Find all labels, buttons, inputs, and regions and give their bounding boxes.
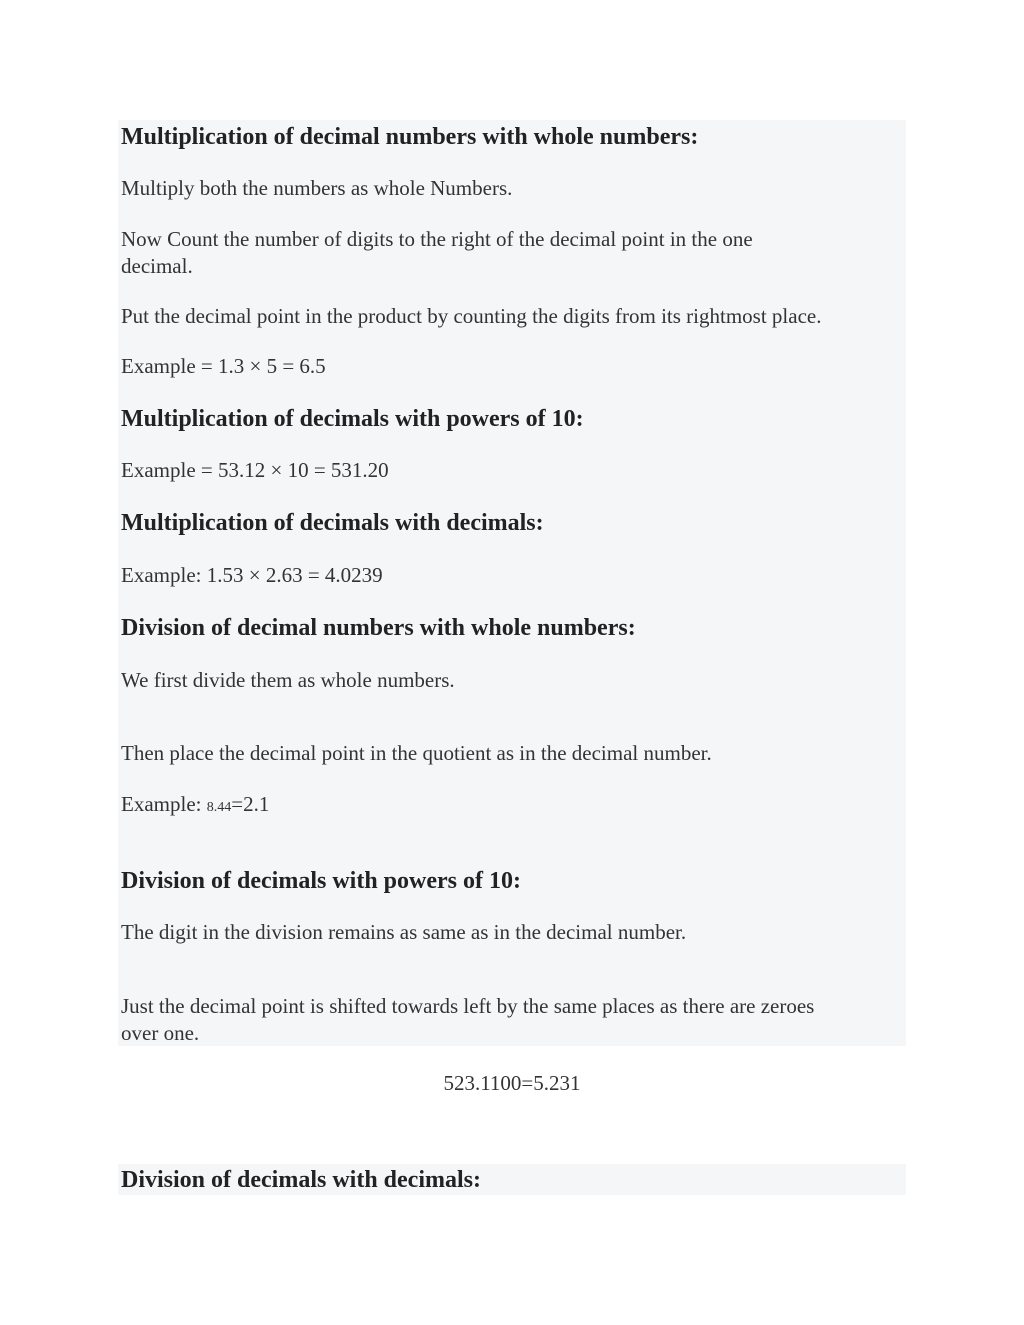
heading-div-decimals: Division of decimals with decimals: [121, 1167, 481, 1193]
paragraph-place-decimal: Then place the decimal point in the quotient as in the decimal number. [121, 741, 712, 765]
heading-mult-powers: Multiplication of decimals with powers of 10: [121, 406, 584, 432]
paragraph-shift-decimal-line2: over one. [121, 1021, 200, 1045]
heading-div-whole: Division of decimal numbers with whole numbers: [121, 615, 636, 641]
paragraph-put-decimal: Put the decimal point in the product by counting the digits from its rightmost place. [121, 304, 822, 328]
paragraph-count-digits-line1: Now Count the number of digits to the right of the decimal point in the one [121, 227, 753, 251]
paragraph-shift-decimal-line1: Just the decimal point is shifted towards left by the same places as there are zeroes [121, 994, 815, 1018]
example-fraction: 8.44 [206, 800, 232, 815]
example-mult-decimals: Example: 1.53 × 2.63 = 4.0239 [121, 563, 383, 587]
paragraph-count-digits-line2: decimal. [121, 254, 193, 278]
example-div-powers: 523.1100=5.231 [443, 1071, 581, 1095]
heading-div-powers: Division of decimals with powers of 10: [121, 868, 521, 894]
example-mult-powers: Example = 53.12 × 10 = 531.20 [121, 458, 389, 482]
example-label: Example: [121, 792, 207, 816]
example-div-whole [121, 791, 269, 821]
paragraph-divide-whole: We first divide them as whole numbers. [121, 668, 455, 692]
paragraph-digit-remains: The digit in the division remains as same as in the decimal number. [121, 920, 687, 944]
heading-mult-whole: Multiplication of decimal numbers with whole numbers: [121, 124, 699, 150]
paragraph-multiply-whole: Multiply both the numbers as whole Numbers. [121, 176, 513, 200]
example-mult-whole: Example = 1.3 × 5 = 6.5 [121, 354, 326, 378]
example-result: =2.1 [231, 792, 270, 816]
heading-mult-decimals: Multiplication of decimals with decimals: [121, 510, 544, 536]
